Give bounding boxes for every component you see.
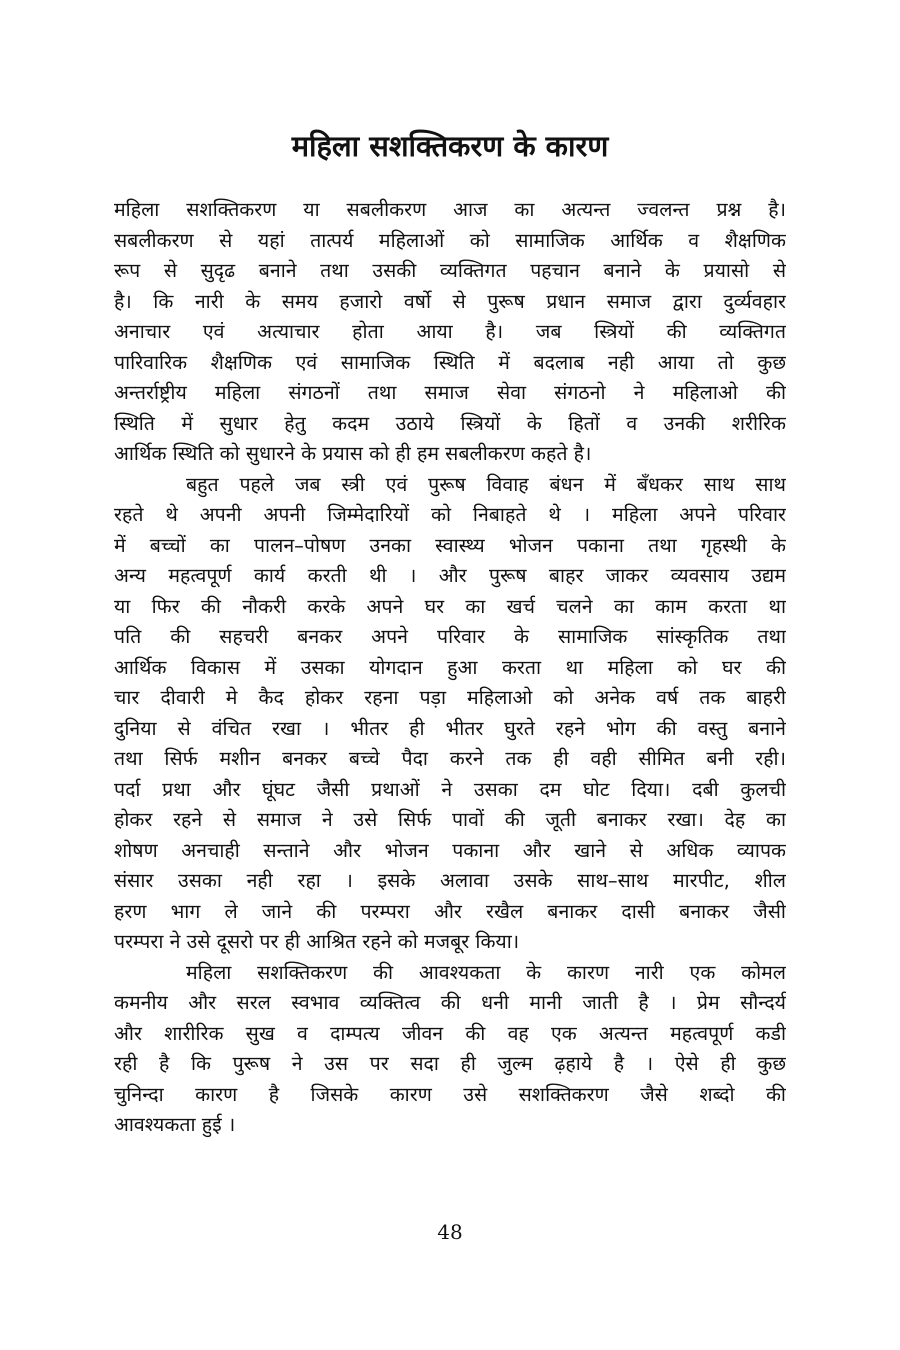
text-line: रूप से सुदृढ बनाने तथा उसकी व्यक्तिगत पहचान बनाने के प्रयासो से (114, 259, 786, 282)
text-line: चार दीवारी मे कैद होकर रहना पड़ा महिलाओ को अनेक वर्ष तक बाहरी (114, 686, 786, 709)
text-line: दुनिया से वंचित रखा । भीतर ही भीतर घुरते रहने भोग की वस्तु बनाने (114, 716, 786, 740)
text-line: सबलीकरण से यहां तात्पर्य महिलाओं को सामाजिक आर्थिक व शैक्षणिक (114, 228, 786, 252)
text-line: अन्तर्राष्ट्रीय महिला संगठनों तथा समाज सेवा संगठनो ने महिलाओ की (114, 381, 786, 404)
text-line: या फिर की नौकरी करके अपने घर का खर्च चलने का काम करता था (114, 594, 786, 618)
text-line: महिला सशक्तिकरण या सबलीकरण आज का अत्यन्त ज्वलन्त प्रश्न है। (114, 198, 786, 221)
text-line: बहुत पहले जब स्त्री एवं पुरूष विवाह बंधन में बँधकर साथ साथ (186, 472, 786, 496)
page-number: 48 (437, 1220, 463, 1244)
text-line: संसार उसका नही रहा । इसके अलावा उसके साथ–साथ मारपीट, शील (114, 869, 786, 892)
text-line: शोषण अनचाही सन्ताने और भोजन पकाना और खाने से अधिक व्यापक (114, 838, 786, 862)
text-line: में बच्चों का पालन–पोषण उनका स्वास्थ्य भोजन पकाना तथा गृहस्थी के (114, 533, 786, 557)
text-line: पति की सहचरी बनकर अपने परिवार के सामाजिक सांस्कृतिक तथा (114, 625, 786, 648)
page-title: महिला सशक्तिकरण के कारण (291, 129, 609, 163)
text-line: है। कि नारी के समय हजारो वर्षो से पुरूष प्रधान समाज द्वारा दुर्व्यवहार (114, 289, 786, 313)
text-line: आर्थिक विकास में उसका योगदान हुआ करता था महिला को घर की (114, 655, 786, 679)
text-line: आर्थिक स्थिति को सुधारने के प्रयास को ही हम सबलीकरण कहते है। (114, 442, 592, 465)
text-line: हरण भाग ले जाने की परम्परा और रखैल बनाकर दासी बनाकर जैसी (114, 899, 786, 923)
text-line: कमनीय और सरल स्वभाव व्यक्तित्व की धनी मानी जाती है । प्रेम सौन्दर्य (114, 991, 786, 1014)
paragraph-2 (114, 470, 786, 958)
text-line: पर्दा प्रथा और घूंघट जैसी प्रथाओं ने उसका दम घोट दिया। दबी कुलची (114, 777, 786, 801)
text-line: महिला सशक्तिकरण की आवश्यकता के कारण नारी एक कोमल (186, 960, 786, 984)
text-line: और शारीरिक सुख व दाम्पत्य जीवन की वह एक अत्यन्त महत्वपूर्ण कडी (114, 1021, 786, 1045)
paragraph-1 (114, 195, 786, 470)
text-line: आवश्यकता हुई । (114, 1113, 236, 1136)
text-line: परम्परा ने उसे दूसरो पर ही आश्रित रहने को मजबूर किया। (114, 930, 520, 953)
text-line: पारिवारिक शैक्षणिक एवं सामाजिक स्थिति में बदलाब नही आया तो कुछ (114, 350, 786, 374)
text-line: होकर रहने से समाज ने उसे सिर्फ पावों की जूती बनाकर रखा। देह का (114, 808, 786, 831)
paragraph-3 (114, 958, 786, 1141)
text-line: रही है कि पुरूष ने उस पर सदा ही जुल्म ढ़हाये है । ऐसे ही कुछ (114, 1052, 786, 1075)
text-line: अनाचार एवं अत्याचार होता आया है। जब स्त्रियों की व्यक्तिगत (114, 320, 786, 343)
text-line: रहते थे अपनी अपनी जिम्मेदारियों को निबाहते थे । महिला अपने परिवार (114, 503, 786, 526)
text-line: अन्य महत्वपूर्ण कार्य करती थी । और पुरूष बाहर जाकर व्यवसाय उद्यम (114, 564, 786, 587)
text-line: तथा सिर्फ मशीन बनकर बच्चे पैदा करने तक ही वही सीमित बनी रही। (114, 747, 786, 770)
document-body (114, 195, 786, 1141)
text-line: चुनिन्दा कारण है जिसके कारण उसे सशक्तिकरण जैसे शब्दो की (114, 1082, 786, 1106)
text-line: स्थिति में सुधार हेतु कदम उठाये स्त्रियों के हितों व उनकी शरीरिक (114, 411, 786, 435)
